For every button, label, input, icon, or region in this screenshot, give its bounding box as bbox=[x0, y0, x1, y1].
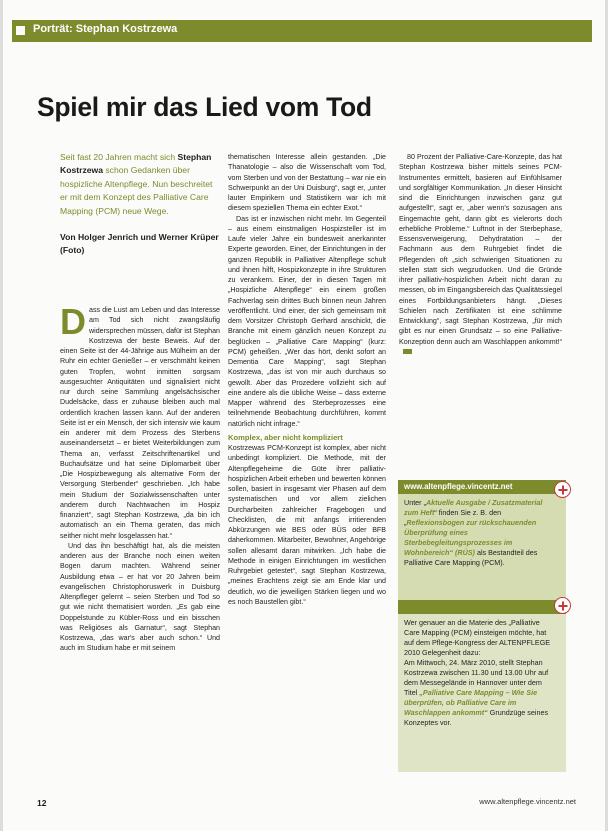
section-title: Porträt: Stephan Kostrzewa bbox=[33, 23, 178, 35]
paragraph: Und das ihn beschäftigt hat, als die meisten anderen aus der Branche noch einen weiten Bogen darum machten. Während seiner Ausbildung etwa – er hat vor 20 Jahren beim evangelischen Christophoruswerk in Duisburg Altenpfleger gelernt – seien Sterben und Tod so gut wie nicht thematisiert worden. „Es gab eine Doppelstunde zu Kübler-Ross und ein bisschen was Religiöses als Garnatur“, sagt Stephan Kostrzewa, „das war's aber auch schon.“ Und auch im Studium habe er mit seinem bbox=[60, 541, 220, 653]
box-text-part: Unter „ bbox=[404, 498, 426, 507]
online-box-heading: www.altenpflege.vincentz.net bbox=[398, 480, 566, 494]
paragraph: Das ist er inzwischen nicht mehr. Im Gegenteil – aus einem einstmaligen Hospizsteller ist im Laufe vieler Jahre ein bundesweit anerkannter Experte geworden. Einer, der Einrichtungen in der ganzen Republik in Palliativer Altenpflege schult und ihnen hilft, Hospizkonzepte in ihre Strukturen zu verankern. Einer, der in diesen Tagen mit „Hospizliche Altenpflege“ ein einem großen Fachverlag sein drittes Buch binnen neun Jahren veröffentlicht. Und einer, der sich gemeinsam mit dem Vorsitzer Christoph Gerhard anschickt, die Branche mit einem gänzlich neuen Konzept zu beglücken – „Palliative Care Mapping“ (kurz: PCM) geheißen. „Wer das hört, denkt sofort an Dementia Care Mapping“, sagt Stephan Kostrzewa, „das ist von mir auch durchaus so gewollt. Aber das Prozedere vollzieht sich auf eine andere als die übliche Weise – dass externe Mapper während des Sterbeprozesses eine teilnehmende Beobachtung durchführen, kommt natürlich nicht infrage.“ bbox=[228, 214, 386, 428]
box-highlight: Reflexionsbogen zur rückschauenden Überprüfung eines Sterbebegleitungsprozesses im Wohnbereich“ (RÜS) bbox=[404, 518, 537, 557]
intro-lead-b: schon Gedanken über hospizliche Altenpflege. Nun beschreitet er mit dem Konzept des Palliative Care Mapping (PCM) neue Wege. bbox=[60, 165, 213, 216]
box-text-part: Am Mittwoch, 24. März 2010, stellt Stephan Kostrzewa zwischen 11.30 und 13.00 Uhr auf dem Messegelände in Hannover unter dem Titel bbox=[404, 658, 549, 697]
article-author: Von Holger Jenrich und Werner Krüper (Foto) bbox=[60, 232, 219, 256]
box-highlight: Aktuelle Ausgabe / Zusatzmaterial zum Heft bbox=[404, 498, 543, 517]
page-number: 12 bbox=[37, 798, 47, 808]
box-text-part: als Bestandteil des Palliative Care Mapping (PCM). bbox=[404, 548, 538, 567]
plus-icon bbox=[554, 481, 571, 498]
scan-edge-left bbox=[0, 0, 3, 831]
paragraph bbox=[399, 152, 562, 357]
article-column-1 bbox=[60, 301, 220, 654]
congress-info-box bbox=[398, 600, 566, 772]
article-subheading: Komplex, aber nicht kompliziert bbox=[228, 432, 343, 442]
footer-url: www.altenpflege.vincentz.net bbox=[479, 797, 576, 806]
header-square-icon bbox=[16, 26, 25, 35]
intro-lead-name: Stephan Kostrzewa bbox=[60, 152, 212, 176]
article-headline: Spiel mir das Lied vom Tod bbox=[37, 92, 372, 122]
online-box-text bbox=[398, 494, 566, 568]
drop-cap: D bbox=[60, 301, 86, 342]
paragraph-text: 80 Prozent der Palliative-Care-Konzepte, das hat Stephan Kostrzewa bisher mittels seines PCM-Instrumentes ermittelt, basieren auf Einfühlsamer und sorgfältiger Kommunikation. „In dieser Hinsicht sind die Einrichtungen inzwischen ganz gut aufgestellt“, sagt er, „aber wenn's sozusagen ans Eingemachte geht, dann gibt es vielerorts doch erhebliche Probleme.“ Luftnot in der Sterbephase, Essensverweigerung, Dehydratation – der Fachmann aus dem Ruhrgebiet findet die Pflegenden oft „sich schwierigen Situationen zu stellen statt sich wegzuducken. Und die Gründe ihrer palliativ-hospizlichen Arbeit nicht daran zu messen, ob im Eingangsbereich das Qualitätssiegel eines Fortbildungsanbieters hängt. „Dieses Schielen nach Zertifikaten ist eine schlimme Entwicklung“, sagt Stephan Kostrzewa, „für mich gibt es nur einen Grundsatz – so eine Palliative-Konzeption denn auch am Waschlappen ankommt!“ bbox=[399, 153, 562, 346]
box-highlight: „Palliative Care Mapping – Wie Sie überprüfen, ob Palliative Care im Waschlappen ankommt“ bbox=[404, 688, 538, 717]
congress-box-bar bbox=[398, 600, 566, 614]
plus-icon bbox=[554, 597, 571, 614]
article-column-2 bbox=[228, 152, 386, 607]
paragraph: ass die Lust am Leben und das Interesse am Tod sich nicht zwangsläufig widersprechen müssen, dafür ist Stephan Kostrzewa der beste Beweis. Auf der einen Seite ist der 44-Jährige aus Mülheim an der Ruhr ein echter Genießer – er verschmäht keinen guten Tropfen, wohnt inmitten sorgsam ausgesuchter Antiquitäten und signalisiert nicht nur durch seine Sammlung angelsächsischer Dudelsäcke, dass er zuhause bleiben auch mal ordentlich krachen lassen kann. Auf der anderen Seite ist er ein Mensch, der sich intensiv wie kaum ein anderer mit dem Prozess des Sterbens auseinandersetzt – er bietet Weiterbildungen zum Thema an, verfasst Zeitschriftenartikel und Buchaufsätze und hat seine Diplomarbeit über „Die Hospizbewegung als alternative Form der Versorgung Sterbender“ geschrieben. „Ich habe mein Studium der Sozialwissenschaften unter anderem durch Nachtwachen im Hospiz finanziert“, sagt Stephan Kostrzewa, „da bin ich automatisch an ein Thema geraten, das mich seither nicht mehr losgelassen hat.“ bbox=[60, 306, 220, 540]
article-intro bbox=[60, 151, 220, 218]
paragraph: thematischen Interesse allein gestanden. „Die Thanatologie – also die Wissenschaft vom Tod, vom Sterben und von der Bestattung – war nie ein Schwerpunkt an der Uni Duisburg“, sagt er, „unter lauter Empirikern und Statistikern war ich mit diesem speziellen Thema ein echter Exot.“ bbox=[228, 153, 386, 213]
online-info-box bbox=[398, 480, 566, 602]
end-mark-icon bbox=[403, 349, 412, 354]
box-text-part: Grundzüge seines Konzeptes vor. bbox=[404, 708, 549, 727]
article-column-3 bbox=[399, 152, 562, 357]
congress-box-text bbox=[398, 614, 566, 728]
intro-lead-a: Seit fast 20 Jahren macht sich bbox=[60, 152, 176, 162]
box-text-part: Wer genauer an die Materie des „Palliative Care Mapping (PCM) einsteigen möchte, hat auf dem Pflege-Kongress der ALTENPFLEGE 2010 Gelegenheit dazu: bbox=[404, 618, 551, 657]
box-text-part: “ finden Sie z. B. den „ bbox=[404, 508, 502, 527]
paragraph: Kostrzewas PCM-Konzept ist komplex, aber nicht unbedingt kompliziert. Die Methode, mit der Altenpflegeheime die Güte ihrer palliativ-hospizlichen Arbeit erheben und bewerten können sollen, basiert in insgesamt vier Phasen auf dem systematischen und vor allem zielichen Durcharbeiten zahlreicher Fragebogen und Checklisten, die mit anfangs irritierenden Abkürzungen wie BES oder BÜS oder BFB daherkommen. Mitarbeiter, Bewohner, Angehörige sollen allesamt daran mitwirken. „Ich habe die Methode in einigen Einrichtungen im westlichen Ruhrgebiet getestet“, sagt Stephan Kostrzewa, „meines Erachtens zeigt sie am Ende klar und deutlich, wo die jeweiligen Stärken liegen und wo es noch Baustellen gibt.“ bbox=[228, 444, 386, 606]
